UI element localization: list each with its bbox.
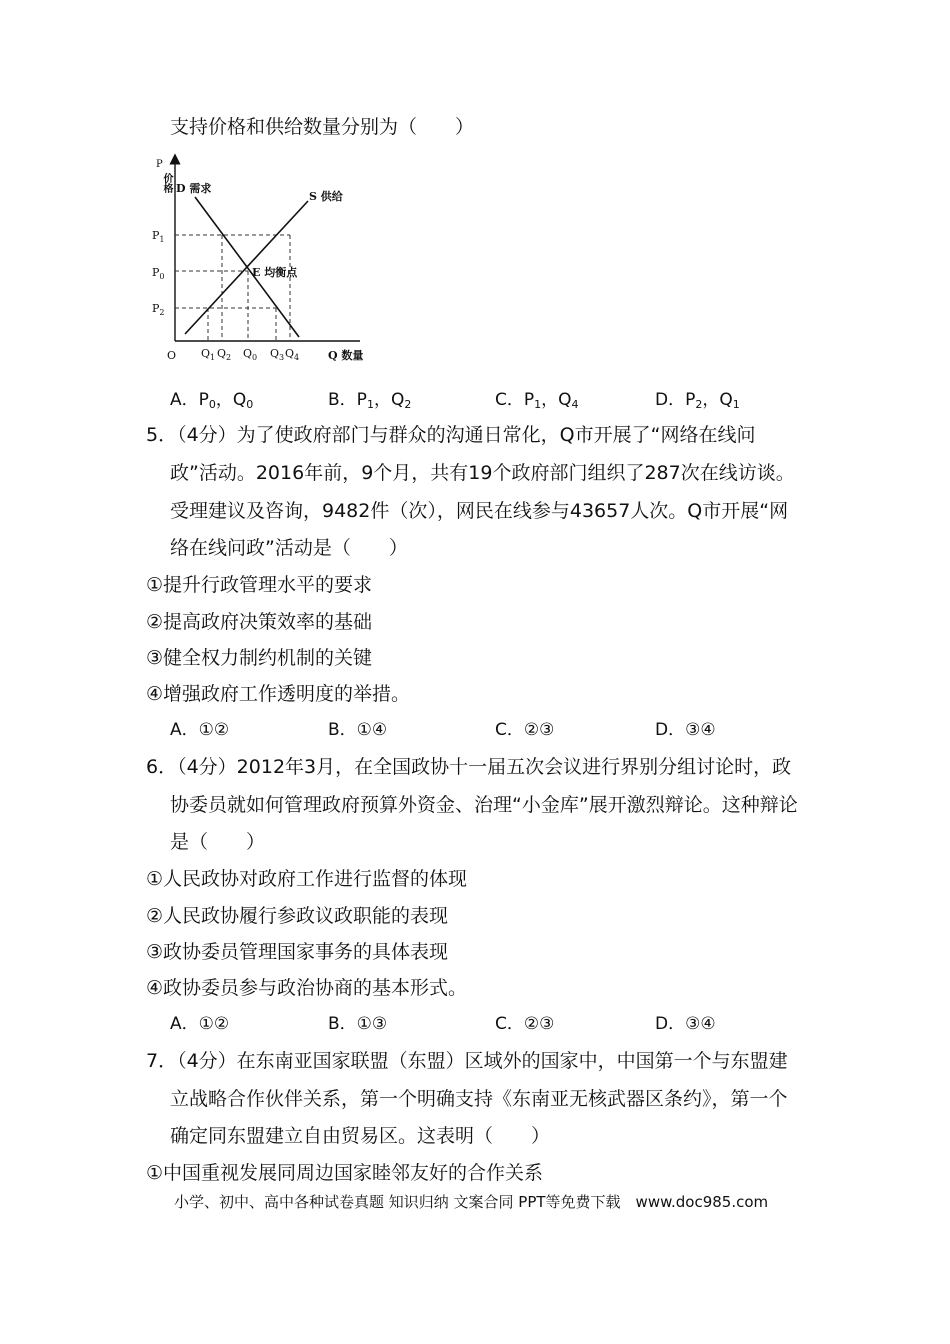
q6-item-2: ②人民政协履行参政议政职能的表现 xyxy=(146,905,449,927)
demand-label: D 需求 xyxy=(176,182,212,195)
q5-option-b[interactable]: B．①④ xyxy=(328,720,388,740)
page-footer: 小学、初中、高中各种试卷真题 知识归纳 文案合同 PPT等免费下载 www.doc985.com xyxy=(174,1193,769,1211)
q6-option-b[interactable]: B．①③ xyxy=(328,1014,388,1034)
q4-option-c[interactable]: C．$P_1$，$Q_4$ xyxy=(495,390,579,411)
q4-option-d[interactable]: D．$P_2$，$Q_1$ xyxy=(655,390,740,411)
tick-p0: $P_0$ xyxy=(152,266,165,281)
q5-line-2: 政”活动。2016年前，9个月，共有19个政府部门组织了287次在线访谈。 xyxy=(170,462,795,484)
q7-line-2: 立战略合作伙伴关系，第一个明确支持《东南亚无核武器区条约》，第一个 xyxy=(170,1088,788,1110)
origin-label: O xyxy=(167,349,177,362)
q7-line-1: 7．（4分）在东南亚国家联盟（东盟）区域外的国家中，中国第一个与东盟建 xyxy=(146,1050,788,1072)
y-axis-name: 价格 xyxy=(152,173,172,184)
q6-option-c[interactable]: C．②③ xyxy=(495,1014,555,1034)
tick-p2: $P_2$ xyxy=(152,302,165,317)
q5-item-2: ②提高政府决策效率的基础 xyxy=(146,611,373,633)
q6-line-3: 是（ ） xyxy=(170,831,266,853)
q5-item-3: ③健全权力制约机制的关键 xyxy=(146,647,373,669)
tick-q3: $Q_3$ xyxy=(270,347,285,362)
y-axis-letter: P xyxy=(156,159,163,170)
q7-line-3: 确定同东盟建立自由贸易区。这表明（ ） xyxy=(170,1125,551,1147)
q5-option-c[interactable]: C．②③ xyxy=(495,720,555,740)
q4-option-b[interactable]: B．$P_1$，$Q_2$ xyxy=(328,390,412,411)
supply-label: S 供给 xyxy=(309,190,343,203)
tick-q0: $Q_0$ xyxy=(243,347,258,362)
q4-stem-tail: 支持价格和供给数量分别为（ ） xyxy=(170,116,475,138)
q6-line-1: 6．（4分）2012年3月，在全国政协十一届五次会议进行界别分组讨论时，政 xyxy=(146,756,792,778)
q6-item-1: ①人民政协对政府工作进行监督的体现 xyxy=(146,868,468,890)
q7-item-1: ①中国重视发展同周边国家睦邻友好的合作关系 xyxy=(146,1162,544,1184)
q6-option-d[interactable]: D．③④ xyxy=(655,1014,716,1034)
q4-option-a[interactable]: A．$P_0$，$Q_0$ xyxy=(170,390,254,411)
q6-line-2: 协委员就如何管理政府预算外资金、治理“小金库”展开激烈辩论。这种辩论 xyxy=(170,794,798,816)
q5-item-4: ④增强政府工作透明度的举措。 xyxy=(146,683,411,705)
tick-p1: $P_1$ xyxy=(152,229,165,244)
supply-demand-chart xyxy=(148,153,370,368)
equilibrium-label: E 均衡点 xyxy=(252,266,298,279)
tick-q4: $Q_4$ xyxy=(285,347,300,362)
tick-q2: $Q_2$ xyxy=(217,347,232,362)
q5-option-a[interactable]: A．①② xyxy=(170,720,230,740)
tick-q1: $Q_1$ xyxy=(201,347,216,362)
x-axis-name: Q 数量 xyxy=(328,349,364,362)
q6-item-3: ③政协委员管理国家事务的具体表现 xyxy=(146,941,449,963)
q6-option-a[interactable]: A．①② xyxy=(170,1014,230,1034)
q6-item-4: ④政协委员参与政治协商的基本形式。 xyxy=(146,977,468,999)
q5-line-1: 5．（4分）为了使政府部门与群众的沟通日常化，Q市开展了“网络在线问 xyxy=(146,424,756,446)
q5-line-4: 络在线问政”活动是（ ） xyxy=(170,537,408,559)
q5-option-d[interactable]: D．③④ xyxy=(655,720,716,740)
q5-line-3: 受理建议及咨询，9482件（次），网民在线参与43657人次。Q市开展“网 xyxy=(170,500,789,522)
q5-item-1: ①提升行政管理水平的要求 xyxy=(146,574,373,596)
